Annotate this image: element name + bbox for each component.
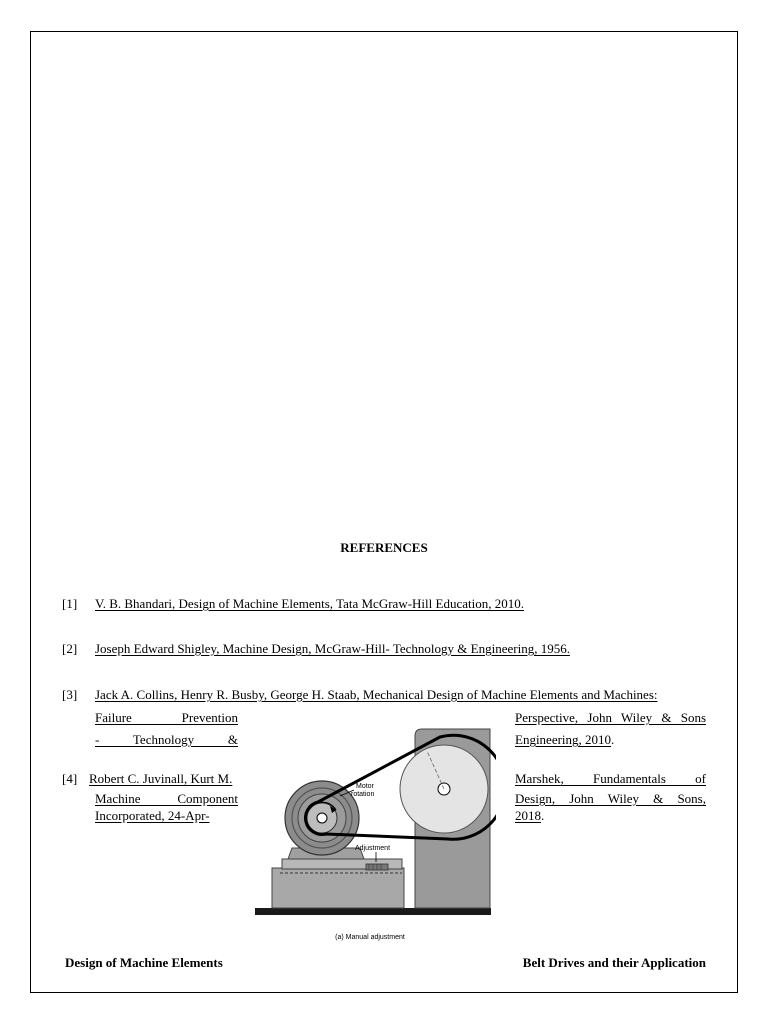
footer-left: Design of Machine Elements <box>65 955 223 970</box>
ref-4-left-line3: Incorporated, 24-Apr- <box>95 808 210 823</box>
ref-3-left-line2: Failure Prevention <box>95 710 238 725</box>
ref-3-right-line2: Perspective, John Wiley & Sons <box>515 710 706 725</box>
ref-1-text: V. B. Bhandari, Design of Machine Elements, Tata McGraw-Hill Education, 2010. <box>95 596 524 611</box>
references-heading: REFERENCES <box>340 540 428 555</box>
ground-base <box>255 908 491 915</box>
footer-right: Belt Drives and their Application <box>522 955 706 970</box>
ref-4-right-line3 <box>515 808 544 824</box>
ref-3-right-line3 <box>515 732 614 748</box>
ref-4-left-line2: Machine Component <box>95 791 238 806</box>
ref-2-number: [2] <box>62 641 78 656</box>
ref-4-right-line3-period: . <box>541 808 545 823</box>
ref-4-right-line3-text: 2018 <box>515 808 541 823</box>
ref-4-left-line1: Robert C. Juvinall, Kurt M. <box>89 771 233 786</box>
ref-4-number: [4] <box>62 771 78 786</box>
belt-drive-figure <box>252 726 496 946</box>
label-rotation: rotation <box>351 791 375 798</box>
ref-3-line1: Jack A. Collins, Henry R. Busby, George H. Staab, Mechanical Design of Machine Elements and Machines: <box>95 687 658 702</box>
slide-base <box>272 868 404 908</box>
ref-2-text: Joseph Edward Shigley, Machine Design, McGraw-Hill- Technology & Engineering, 1956. <box>95 641 570 656</box>
label-motor: Motor <box>356 783 374 790</box>
ref-1-number: [1] <box>62 596 78 611</box>
figure-caption: (a) Manual adjustment <box>335 934 405 941</box>
ref-4-right-line1: Marshek, Fundamentals of <box>515 771 706 786</box>
ref-3-right-line3-period: . <box>611 732 615 747</box>
ref-3-number: [3] <box>62 687 78 702</box>
label-adjustment: Adjustment <box>355 845 391 852</box>
ref-3-left-line3: - Technology & <box>95 732 238 747</box>
ref-3-right-line3-text: Engineering, 2010 <box>515 732 612 747</box>
ref-4-right-line2: Design, John Wiley & Sons, <box>515 791 706 806</box>
